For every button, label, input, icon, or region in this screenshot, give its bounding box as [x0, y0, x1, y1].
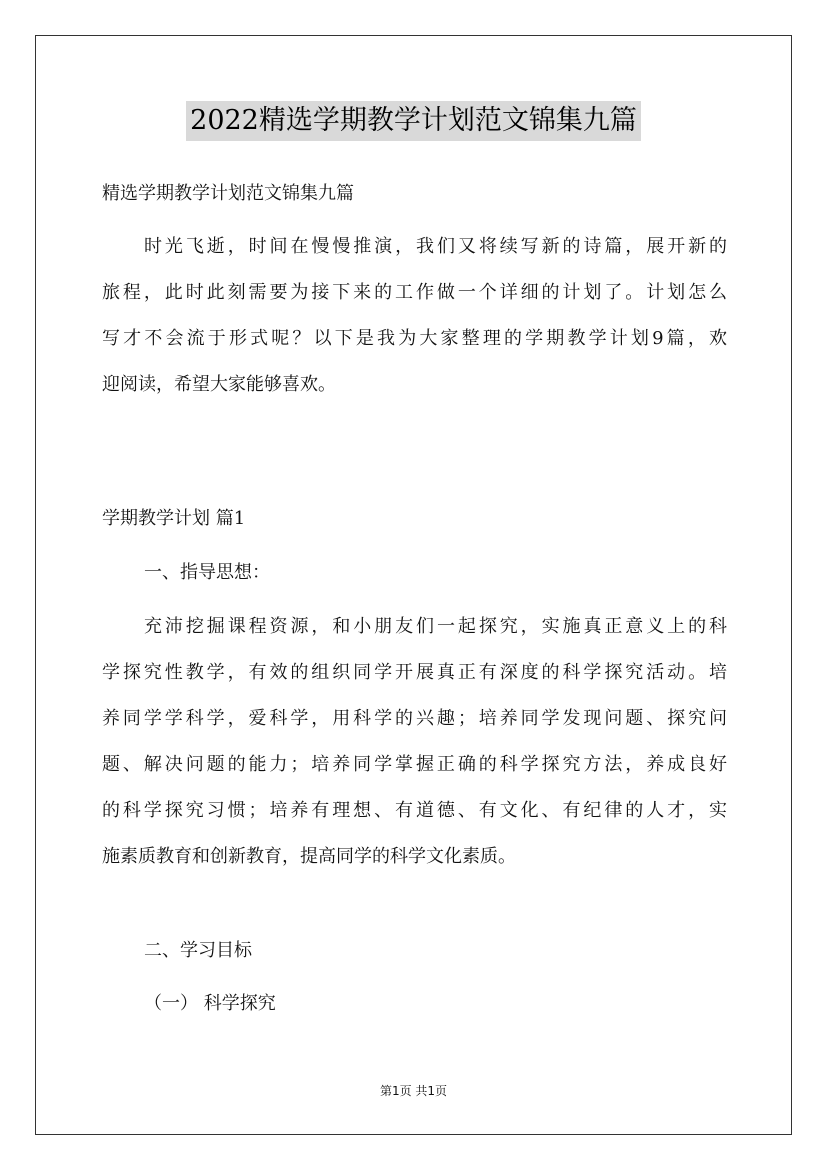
- page-footer: 第1页 共1页: [379, 1084, 448, 1098]
- intro-line: 写才不会流于形式呢？以下是我为大家整理的学期教学计划9篇，欢: [102, 328, 727, 349]
- subtitle-block: [102, 171, 727, 217]
- intro-paragraph: [102, 224, 727, 408]
- document-title: 2022精选学期教学计划范文锦集九篇: [186, 101, 641, 141]
- intro-line: 时光飞逝，时间在慢慢推演，我们又将续写新的诗篇，展开新的: [144, 236, 727, 257]
- guiding-line: 学探究性教学，有效的组织同学开展真正有深度的科学探究活动。培: [102, 662, 727, 683]
- goals-heading: 二、学习目标: [144, 940, 252, 961]
- section-heading-block: [102, 496, 727, 542]
- guiding-line: 施素质教育和创新教育，提高同学的科学文化素质。: [102, 846, 516, 867]
- guiding-heading-block: [102, 550, 727, 596]
- guiding-line: 充沛挖掘课程资源，和小朋友们一起探究，实施真正意义上的科: [144, 616, 727, 637]
- guiding-line: 养同学学科学，爱科学，用科学的兴趣；培养同学发现问题、探究问: [102, 708, 727, 729]
- sub-heading: （一） 科学探究: [144, 993, 276, 1014]
- document-subtitle: 精选学期教学计划范文锦集九篇: [102, 183, 354, 204]
- intro-line: 旅程，此时此刻需要为接下来的工作做一个详细的计划了。计划怎么: [102, 282, 727, 303]
- guiding-paragraph: [102, 604, 727, 880]
- title-container: [0, 101, 827, 141]
- guiding-heading: 一、指导思想：: [144, 562, 270, 583]
- guiding-line: 的科学探究习惯；培养有理想、有道德、有文化、有纪律的人才，实: [102, 800, 727, 821]
- intro-line: 迎阅读，希望大家能够喜欢。: [102, 374, 336, 395]
- sub-heading-block: [102, 981, 727, 1027]
- goals-heading-block: [102, 928, 727, 974]
- section-heading: 学期教学计划 篇1: [102, 508, 246, 529]
- guiding-line: 题、解决问题的能力；培养同学掌握正确的科学探究方法，养成良好: [102, 754, 727, 775]
